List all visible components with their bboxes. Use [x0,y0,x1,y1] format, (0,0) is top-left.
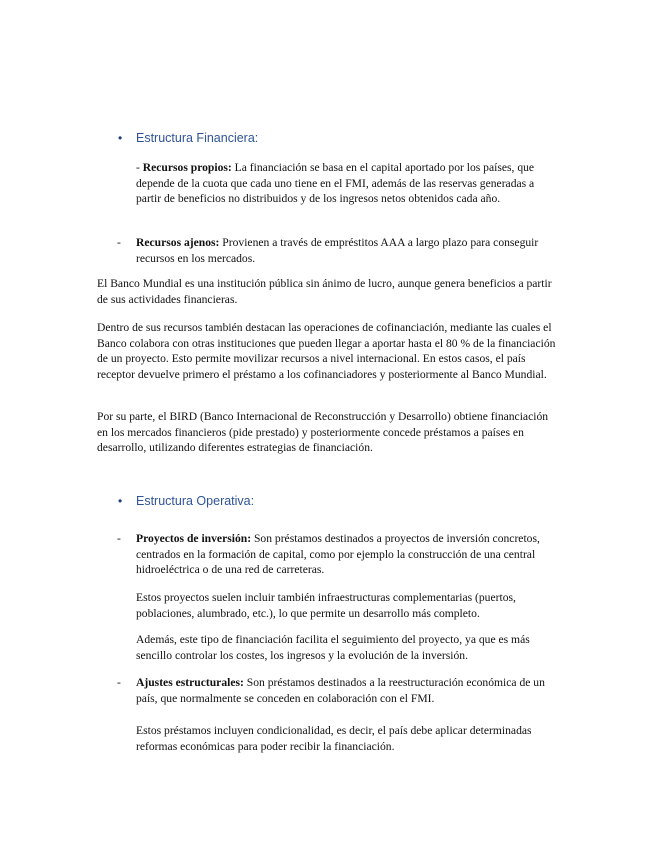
paragraph-bird: Por su parte, el BIRD (Banco Internacional de Reconstrucción y Desarrollo) obtiene financiación en los mercados financieros (pide prestado) y posteriormente concede préstamos a países en desarrollo, utilizando diferentes estrategias de financiación. [97,410,549,454]
dash-marker: - [117,532,121,545]
item-text: Son préstamos destinados a la reestructuración económica de un país, que normalmente se conceden en colaboración con el FMI. [136,676,545,705]
section-heading-operativa [118,494,255,508]
paragraph-cofinanciacion: Dentro de sus recursos también destacan las operaciones de cofinanciación, mediante las cuales el Banco colabora con otras instituciones que pueden llegar a aportar hasta el 80 % de la financiación de un proyecto. Esto permite movilizar recursos a nivel internacional. En estos casos, el país receptor devuelve primero el préstamo a los cofinanciadores y posteriormente al Banco Mundial. [97,321,556,381]
item-text: Provienen a través de empréstitos AAA a largo plazo para conseguir recursos en los mercados. [136,236,539,265]
list-item-ajustes-estructurales [136,675,556,706]
paragraph-proyectos-extra-2: Además, este tipo de financiación facilita el seguimiento del proyecto, ya que es más sencillo controlar los costes, los ingresos y la evolución de la inversión. [136,633,530,662]
section-heading-financiera [118,131,259,145]
item-term: Proyectos de inversión: [136,532,252,545]
list-item-recursos-ajenos [136,235,546,266]
item-prefix: - [136,161,143,174]
heading-text: Estructura Operativa: [136,494,255,508]
list-item-proyectos-inversion [136,531,556,578]
paragraph-banco-mundial: El Banco Mundial es una institución pública sin ánimo de lucro, aunque genera beneficios a partir de sus actividades financieras. [97,277,552,306]
bullet-icon: • [118,494,123,508]
item-text: La financiación se basa en el capital aportado por los países, que depende de la cuota que cada uno tiene en el FMI, además de las reservas generadas a partir de beneficios no distribuidos y de los ingresos netos obtenidos cada año. [136,161,535,205]
heading-text: Estructura Financiera: [136,131,259,145]
item-term: Recursos propios: [142,161,232,174]
dash-marker: - [117,236,121,249]
paragraph-proyectos-extra-1: Estos proyectos suelen incluir también infraestructuras complementarias (puertos, poblaciones, alumbrado, etc.), lo que permite un desarrollo más completo. [136,591,516,620]
paragraph-ajustes-extra-1: Estos préstamos incluyen condicionalidad, es decir, el país debe aplicar determinadas reformas económicas para poder recibir la financiación. [136,724,532,753]
item-text: Son préstamos destinados a proyectos de inversión concretos, centrados en la formación de capital, como por ejemplo la construcción de una central hidroeléctrica o de una red de carreteras. [136,532,540,576]
dash-marker: - [117,676,121,689]
bullet-icon: • [118,131,123,145]
list-item-recursos-propios [136,160,551,207]
item-term: Recursos ajenos: [136,236,220,249]
item-term: Ajustes estructurales: [136,676,244,689]
